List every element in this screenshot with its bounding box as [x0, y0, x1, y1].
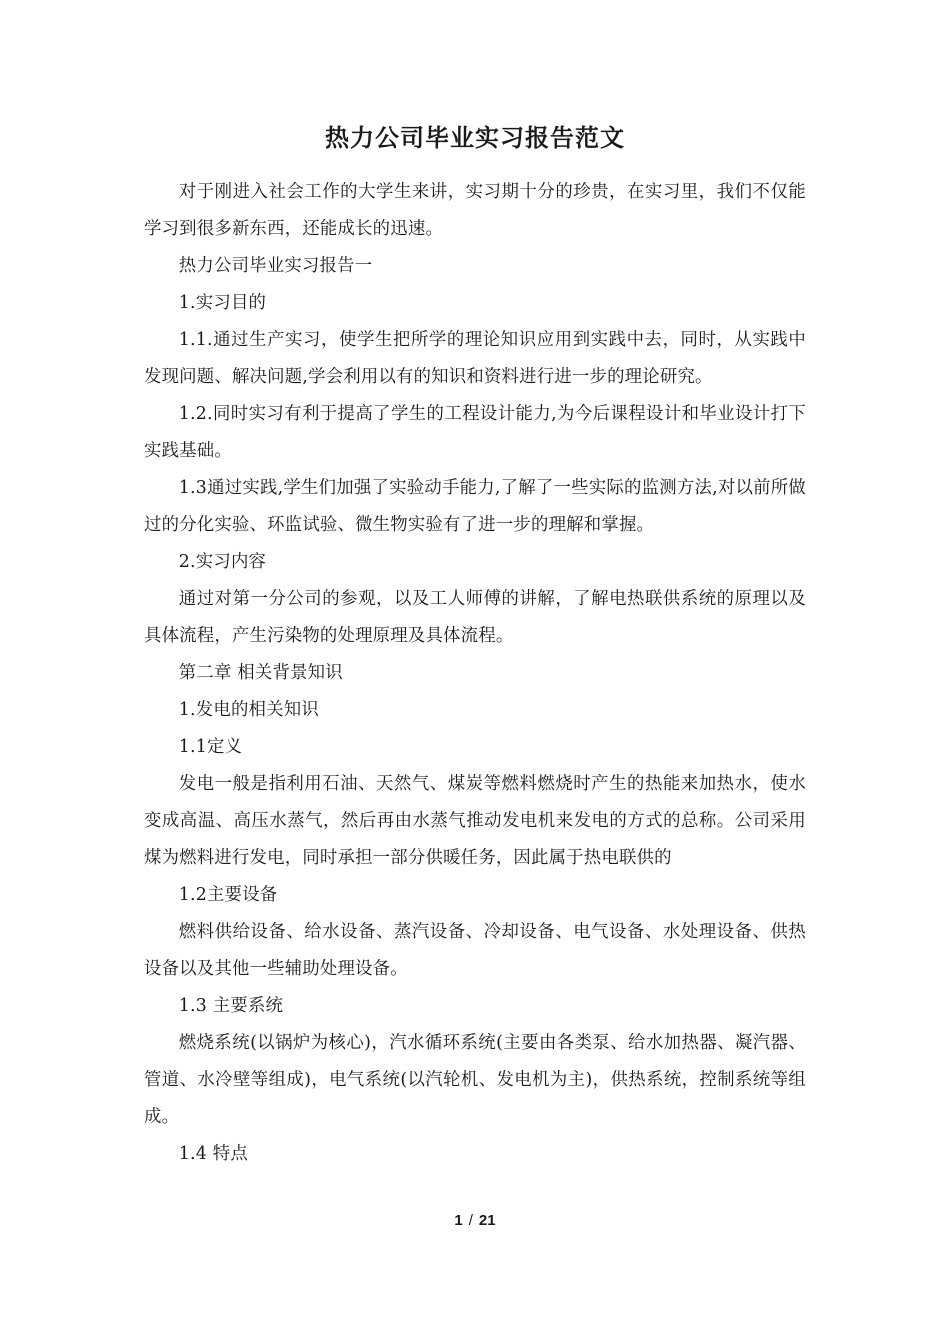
page-number: [0, 1212, 950, 1229]
paragraph: 发电一般是指利用石油、天然气、煤炭等燃料燃烧时产生的热能来加热水，使水变成高温、高压水蒸气，然后再由水蒸气推动发电机来发电的方式的总称。公司采用煤为燃料进行发电，同时承担一部分供暖任务，因此属于热电联供的: [144, 774, 806, 868]
paragraph: 1.发电的相关知识: [178, 700, 319, 720]
paragraph: 1.3 主要系统: [178, 996, 284, 1016]
paragraph: 1.2.同时实习有利于提高了学生的工程设计能力,为今后课程设计和毕业设计打下实践基础。: [144, 404, 806, 461]
paragraph: 1.实习目的: [178, 293, 267, 313]
paragraph: 燃料供给设备、给水设备、蒸汽设备、冷却设备、电气设备、水处理设备、供热设备以及其他一些辅助处理设备。: [144, 922, 806, 979]
total-pages: 21: [478, 1212, 496, 1229]
document-body: [144, 174, 806, 1173]
paragraph: 1.3通过实践,学生们加强了实验动手能力,了解了一些实际的监测方法,对以前所做过的分化实验、环监试验、微生物实验有了进一步的理解和掌握。: [144, 478, 806, 535]
current-page: 1: [454, 1212, 463, 1229]
paragraph: 1.1.通过生产实习，使学生把所学的理论知识应用到实践中去，同时，从实践中发现问题、解决问题,学会利用以有的知识和资料进行进一步的理论研究。: [144, 330, 806, 387]
paragraph: 1.2主要设备: [178, 885, 278, 905]
page-separator: /: [468, 1212, 473, 1229]
paragraph: 热力公司毕业实习报告一: [178, 256, 373, 276]
document-title: 热力公司毕业实习报告范文: [325, 124, 625, 152]
paragraph: 通过对第一分公司的参观，以及工人师傅的讲解，了解电热联供系统的原理以及具体流程，产生污染物的处理原理及具体流程。: [144, 589, 806, 646]
paragraph: 第二章 相关背景知识: [178, 663, 343, 683]
paragraph: 2.实习内容: [178, 552, 267, 572]
paragraph: 1.4 特点: [178, 1144, 248, 1164]
paragraph: 对于刚进入社会工作的大学生来讲，实习期十分的珍贵，在实习里，我们不仅能学习到很多新东西，还能成长的迅速。: [144, 182, 806, 239]
paragraph: 燃烧系统(以锅炉为核心)，汽水循环系统(主要由各类泵、给水加热器、凝汽器、管道、水冷壁等组成)，电气系统(以汽轮机、发电机为主)，供热系统，控制系统等组成。: [144, 1033, 806, 1127]
paragraph: 1.1定义: [178, 737, 243, 757]
